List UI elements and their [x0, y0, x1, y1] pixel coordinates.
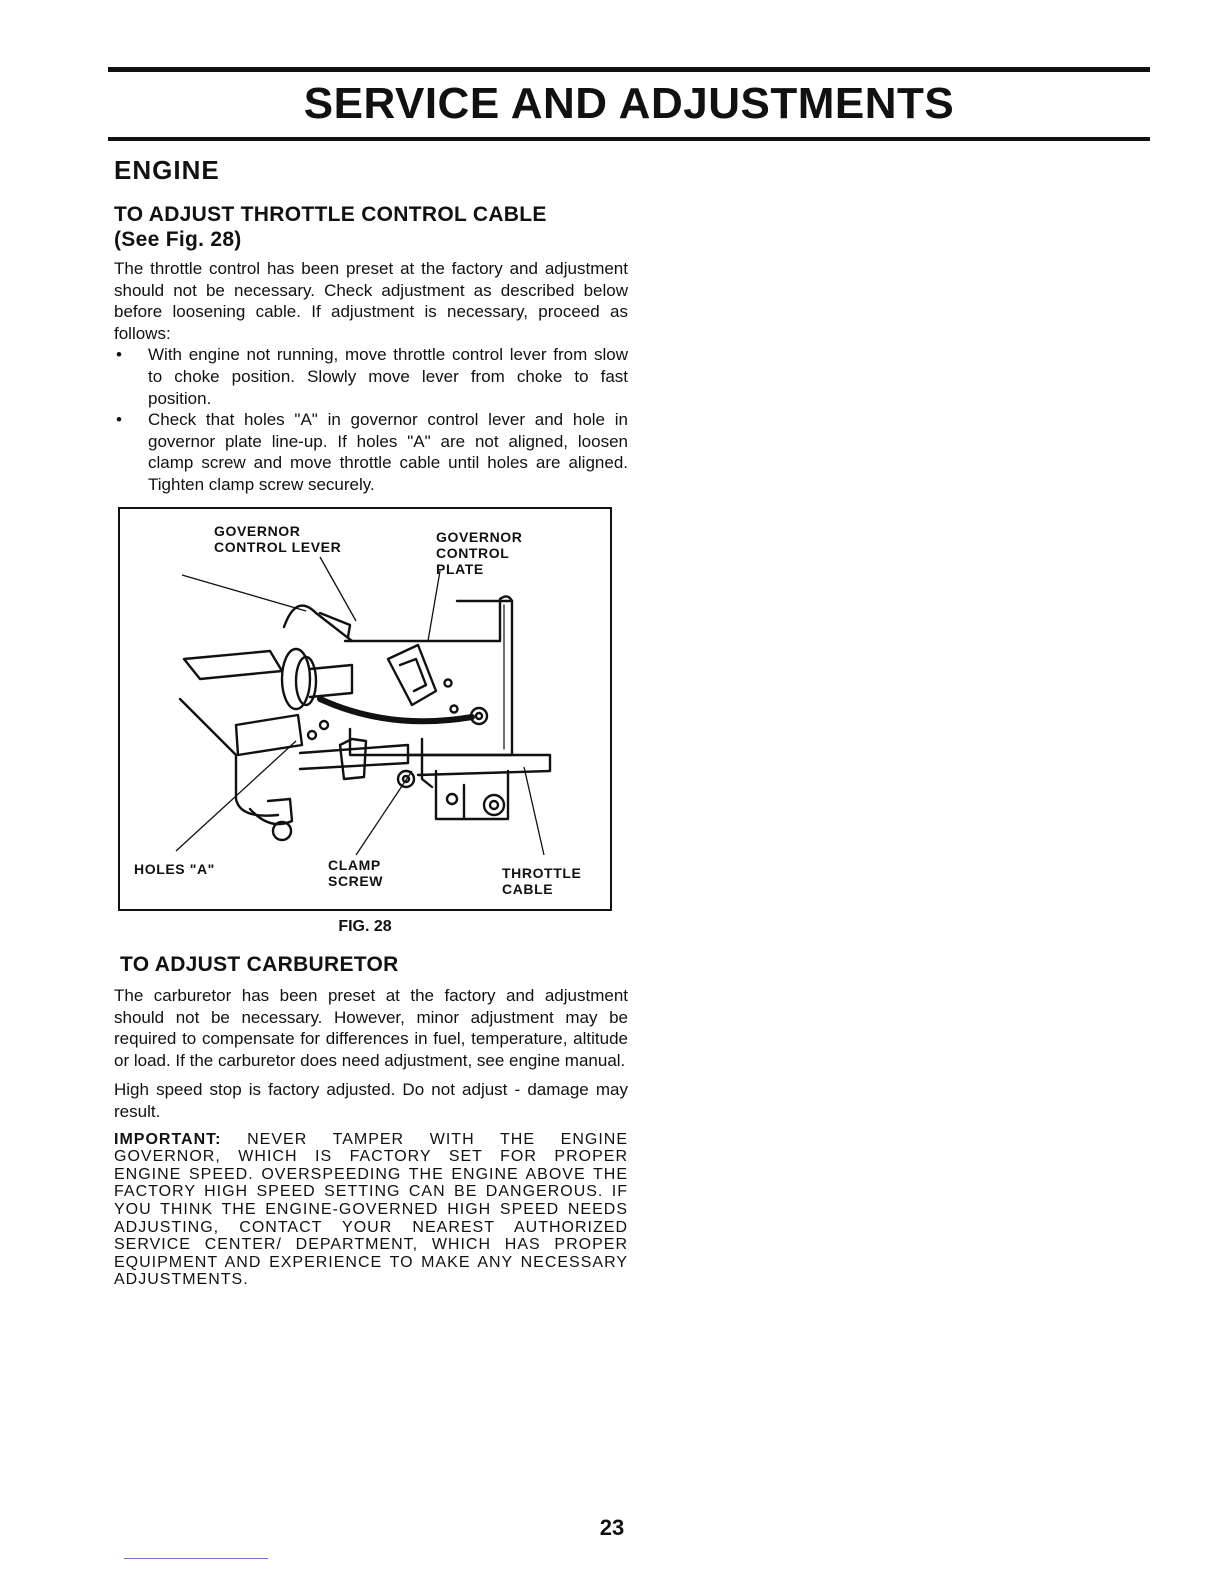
title-rule-bottom — [108, 137, 1150, 141]
throttle-heading-line1: TO ADJUST THROTTLE CONTROL CABLE — [114, 203, 547, 226]
throttle-linkage-illustration — [120, 509, 610, 909]
throttle-heading-line2: (See Fig. 28) — [114, 228, 242, 251]
page-title: SERVICE AND ADJUSTMENTS — [303, 79, 955, 128]
scan-artifact-line — [124, 1558, 268, 1559]
throttle-section — [114, 202, 628, 496]
label-clamp-screw: CLAMP SCREW — [328, 857, 384, 889]
label-governor-control-plate: GOVERNOR CONTROL PLATE — [436, 529, 523, 577]
title-rule-top — [108, 67, 1150, 72]
important-label: IMPORTANT: — [114, 1130, 222, 1148]
section-heading-engine: ENGINE — [114, 155, 220, 185]
label-governor-control-lever: GOVERNOR CONTROL LEVER — [214, 523, 342, 555]
label-throttle-cable: THROTTLE CABLE — [502, 865, 582, 897]
figure-caption: FIG. 28 — [338, 918, 392, 935]
label-holes-a: HOLES "A" — [134, 861, 215, 877]
important-notice — [114, 1131, 628, 1289]
throttle-step-1: • With engine not running, move throttle control lever from slow to choke position. Slowly move lever from choke to fast position. — [114, 344, 628, 409]
carburetor-para-2: High speed stop is factory adjusted. Do not adjust - damage may result. — [114, 1080, 628, 1121]
carburetor-heading: TO ADJUST CARBURETOR — [120, 953, 399, 976]
figure-28 — [118, 507, 612, 911]
carburetor-section — [114, 952, 628, 1289]
throttle-step-2: • Check that holes "A" in governor control lever and hole in governor plate line-up. If holes "A" are not aligned, loosen clamp screw and move throttle cable until holes are aligned. Tighten clamp screw securely. — [114, 409, 628, 495]
important-text: NEVER TAMPER WITH THE ENGINE GOVERNOR, WHICH IS FACTORY SET FOR PROPER ENGINE SPEED. OVERSPEEDING THE ENGINE ABOVE THE FACTORY HIGH SPEED SETTING CAN BE DANGEROUS. IF YOU THINK THE ENGINE-GOVERNED HIGH SPEED NEEDS ADJUSTING, CONTACT YOUR NEAREST AUTHORIZED SERVICE CENTER/ DEPARTMENT, WHICH HAS PROPER EQUIPMENT AND EXPERIENCE TO MAKE ANY NECESSARY ADJUSTMENTS. — [114, 1130, 628, 1289]
carburetor-para-1: The carburetor has been preset at the factory and adjustment should not be necessary. However, minor adjustment may be required to compensate for differences in fuel, temperature, altitude or load. If the carburetor does need adjustment, see engine manual. — [114, 986, 628, 1070]
throttle-intro: The throttle control has been preset at the factory and adjustment should not be necessary. Check adjustment as described below before loosening cable. If adjustment is necessary, proceed as follows: — [114, 259, 628, 343]
page-number: 23 — [599, 1515, 625, 1540]
throttle-steps — [114, 344, 628, 495]
throttle-heading — [114, 202, 628, 252]
